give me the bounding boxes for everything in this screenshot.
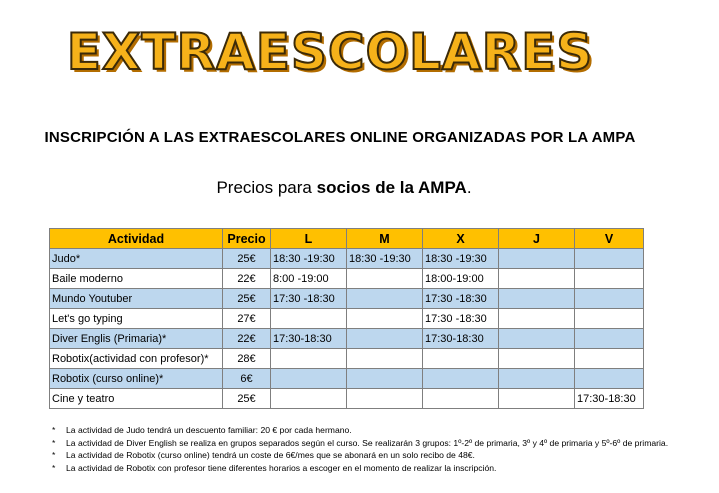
schedule-cell: [499, 309, 575, 329]
banner-title: EXTRAESCOLARES: [66, 23, 594, 81]
schedule-cell: [271, 349, 347, 369]
schedule-cell: 17:30 -18:30: [423, 309, 499, 329]
activity-cell: Mundo Youtuber: [50, 289, 223, 309]
footnote-text: La actividad de Robotix con profesor tiene diferentes horarios a escoger en el momento de realizar la inscripción.: [66, 462, 497, 473]
schedule-cell: [499, 269, 575, 289]
header-lunes: L: [271, 229, 347, 249]
schedule-cell: 17:30 -18:30: [423, 289, 499, 309]
schedule-cell: [575, 289, 644, 309]
schedule-cell: 17:30-18:30: [423, 329, 499, 349]
table-row: [50, 309, 644, 329]
footnote-text: La actividad de Robotix (curso online) tendrá un coste de 6€/mes que se abonará en un solo recibo de 48€.: [66, 450, 475, 460]
schedule-cell: [499, 369, 575, 389]
prices-emphasis: socios de la AMPA: [316, 178, 467, 197]
schedule-cell: [499, 349, 575, 369]
price-cell: 25€: [223, 289, 271, 309]
activity-cell: Let's go typing: [50, 309, 223, 329]
footnote-item: [52, 424, 707, 437]
table-row: [50, 389, 644, 409]
schedule-cell: [347, 269, 423, 289]
price-cell: 27€: [223, 309, 271, 329]
price-cell: 25€: [223, 249, 271, 269]
schedule-cell: [499, 289, 575, 309]
schedule-cell: 18:30 -19:30: [423, 249, 499, 269]
schedule-cell: [271, 309, 347, 329]
schedule-cell: 18:30 -19:30: [271, 249, 347, 269]
table-header-row: [50, 229, 644, 249]
footnotes: [52, 424, 707, 474]
schedule-cell: [271, 369, 347, 389]
schedule-cell: [575, 309, 644, 329]
activity-cell: Judo*: [50, 249, 223, 269]
footnote-item: [52, 437, 707, 450]
footnote-item: [52, 449, 707, 462]
schedule-cell: [499, 389, 575, 409]
price-cell: 22€: [223, 269, 271, 289]
activity-cell: Baile moderno: [50, 269, 223, 289]
schedule-cell: [347, 329, 423, 349]
prices-lead: Precios para: [216, 178, 317, 197]
activity-cell: Diver Englis (Primaria)*: [50, 329, 223, 349]
table-row: [50, 289, 644, 309]
activity-cell: Robotix(actividad con profesor)*: [50, 349, 223, 369]
header-precio: Precio: [223, 229, 271, 249]
price-cell: 6€: [223, 369, 271, 389]
footnote-bullet: *: [52, 437, 56, 448]
prices-tail: .: [466, 178, 472, 197]
footnote-bullet: *: [52, 462, 56, 473]
schedule-cell: 18:00-19:00: [423, 269, 499, 289]
header-jueves: J: [499, 229, 575, 249]
schedule-cell: [575, 329, 644, 349]
banner: [0, 22, 660, 82]
schedule-cell: [575, 249, 644, 269]
schedule-cell: 18:30 -19:30: [347, 249, 423, 269]
header-viernes: V: [575, 229, 644, 249]
activity-cell: Robotix (curso online)*: [50, 369, 223, 389]
table-row: [50, 329, 644, 349]
schedule-cell: [347, 389, 423, 409]
footnote-item: [52, 462, 707, 475]
header-martes: M: [347, 229, 423, 249]
footnote-text: La actividad de Judo tendrá un descuento familiar: 20 € por cada hermano.: [66, 425, 352, 435]
schedule-cell: [347, 309, 423, 329]
footnote-text: La actividad de Diver English se realiza en grupos separados según el curso. Se realizarán 3 grupos: 1º-2º de primaria, 3º y 4º de primaria y 5º-6º de primaria.: [66, 437, 669, 448]
header-miercoles: X: [423, 229, 499, 249]
schedule-cell: [347, 289, 423, 309]
schedule-cell: [499, 329, 575, 349]
schedule-cell: [575, 349, 644, 369]
page-subtitle: INSCRIPCIÓN A LAS EXTRAESCOLARES ONLINE ORGANIZADAS POR LA AMPA: [44, 129, 636, 146]
prices-heading: [0, 178, 688, 198]
table-row: [50, 269, 644, 289]
schedule-cell: [499, 249, 575, 269]
header-actividad: Actividad: [50, 229, 223, 249]
schedule-cell: 17:30-18:30: [271, 329, 347, 349]
schedule-cell: [347, 369, 423, 389]
price-cell: 28€: [223, 349, 271, 369]
schedule-cell: [423, 389, 499, 409]
activity-cell: Cine y teatro: [50, 389, 223, 409]
footnote-bullet: *: [52, 450, 56, 460]
table-row: [50, 369, 644, 389]
table-row: [50, 249, 644, 269]
schedule-table: [49, 228, 644, 409]
schedule-cell: [575, 369, 644, 389]
schedule-cell: [575, 269, 644, 289]
footnote-bullet: *: [52, 425, 56, 435]
schedule-cell: 17:30-18:30: [575, 389, 644, 409]
price-cell: 22€: [223, 329, 271, 349]
table-row: [50, 349, 644, 369]
schedule-cell: 8:00 -19:00: [271, 269, 347, 289]
price-cell: 25€: [223, 389, 271, 409]
schedule-cell: [423, 349, 499, 369]
schedule-cell: [271, 389, 347, 409]
schedule-cell: [423, 369, 499, 389]
schedule-cell: 17:30 -18:30: [271, 289, 347, 309]
schedule-cell: [347, 349, 423, 369]
